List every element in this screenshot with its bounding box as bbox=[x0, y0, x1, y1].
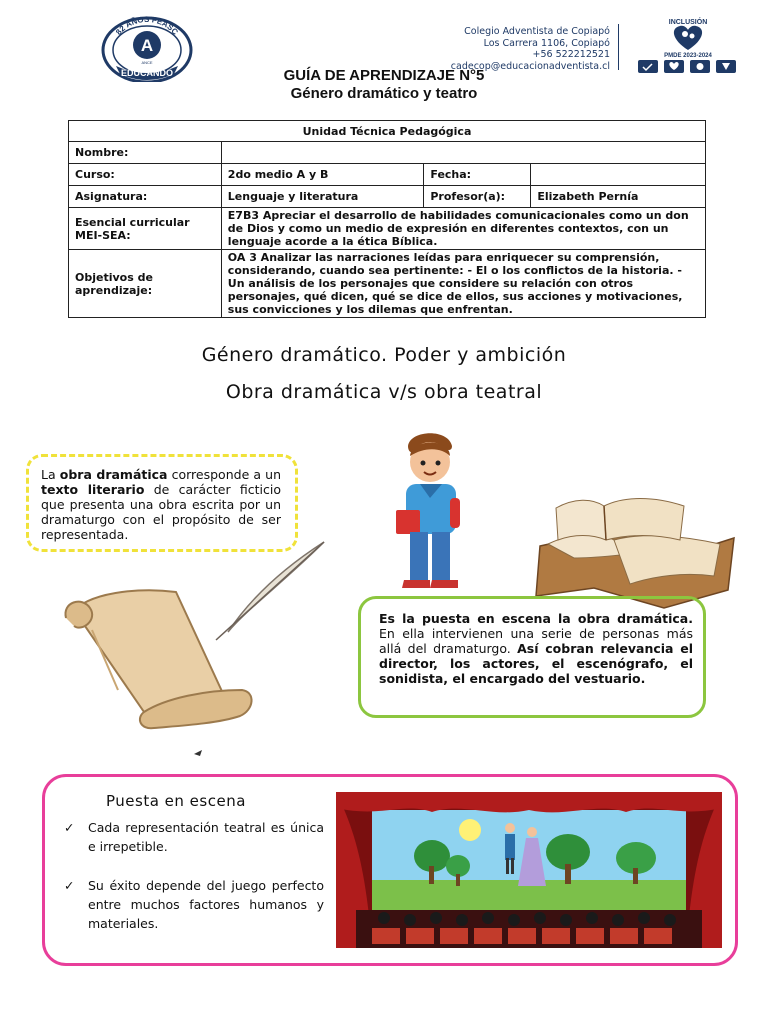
theatrical-bold-text: Así cobran relevancia el director, los actores, el escenógrafo, el sonidista, el encargado del vestuario. bbox=[379, 641, 693, 686]
scroll-quill-illustration bbox=[56, 540, 326, 760]
list-item bbox=[64, 876, 324, 933]
logo-bottom-text: EDUCANDO bbox=[120, 68, 174, 78]
logo-top-text: 82 AÑOS FEASC bbox=[114, 14, 180, 37]
curso-label: Curso: bbox=[69, 164, 222, 186]
asignatura-label: Asignatura: bbox=[69, 186, 222, 208]
nombre-label: Nombre: bbox=[69, 142, 222, 164]
check-icon: ✓ bbox=[64, 878, 75, 893]
fecha-label: Fecha: bbox=[424, 164, 531, 186]
guide-subtitle: Género dramático y teatro bbox=[290, 85, 478, 102]
section-subheading: Obra dramática v/s obra teatral bbox=[225, 381, 543, 403]
esencial-value: E7B3 Apreciar el desarrollo de habilidades comunicacionales como un don de Dios y como un medio de expresión en diferentes contextos, con un lenguaje acorde a la ética Bíblica. bbox=[221, 208, 705, 250]
fecha-field[interactable] bbox=[531, 164, 706, 186]
theatrical-text: En ella intervienen una serie de personas más allá del dramaturgo. bbox=[379, 626, 693, 656]
curso-value: 2do medio A y B bbox=[221, 164, 424, 186]
table-row bbox=[69, 164, 706, 186]
inclusion-logo-bottom-text: PMDE 2023-2024 bbox=[664, 53, 712, 59]
student-boy-illustration bbox=[386, 428, 476, 590]
bullet-text: Su éxito depende del juego perfecto entre muchos factores humanos y materiales. bbox=[88, 878, 324, 931]
list-item bbox=[64, 818, 324, 856]
profesor-value: Elizabeth Pernía bbox=[531, 186, 706, 208]
nombre-field[interactable] bbox=[221, 142, 705, 164]
school-phone: +56 522212521 bbox=[532, 49, 610, 60]
theatrical-bold-text: Es la puesta en escena la obra dramática. bbox=[379, 611, 693, 626]
objetivos-label: Objetivos de aprendizaje: bbox=[69, 250, 222, 318]
asignatura-value: Lenguaje y literatura bbox=[221, 186, 424, 208]
school-contact-block bbox=[420, 26, 610, 72]
definition-bold-term: texto literario bbox=[41, 482, 145, 497]
theater-stage-illustration bbox=[336, 792, 722, 948]
logo-small-text: ANCE bbox=[141, 60, 153, 65]
definition-text: de carácter ficticio que presenta una obra escrita por un dramaturgo con el propósito de ser representada. bbox=[41, 482, 281, 542]
table-row bbox=[69, 186, 706, 208]
profesor-label: Profesor(a): bbox=[424, 186, 531, 208]
header-divider bbox=[618, 24, 619, 70]
bullet-text: Cada representación teatral es única e irrepetible. bbox=[88, 820, 324, 854]
definition-text: corresponde a un bbox=[167, 467, 281, 482]
school-address: Los Carrera 1106, Copiapó bbox=[483, 37, 610, 49]
info-table bbox=[68, 120, 706, 318]
staging-title: Puesta en escena bbox=[106, 792, 246, 810]
school-email: cadecop@educacionadventista.cl bbox=[450, 60, 610, 72]
definition-text: La bbox=[41, 467, 60, 482]
logo-letter: A bbox=[140, 36, 154, 55]
table-row bbox=[69, 142, 706, 164]
definition-bold-term: obra dramática bbox=[59, 467, 168, 482]
check-icon: ✓ bbox=[64, 820, 75, 835]
theatrical-work-definition bbox=[358, 596, 706, 718]
table-row bbox=[69, 250, 706, 318]
school-name: Colegio Adventista de Copiapó bbox=[464, 26, 610, 37]
dramatic-work-definition bbox=[26, 454, 298, 552]
guide-title: GUÍA DE APRENDIZAJE N°5 bbox=[283, 67, 485, 84]
table-heading: Unidad Técnica Pedagógica bbox=[69, 121, 706, 142]
section-heading: Género dramático. Poder y ambición bbox=[201, 344, 567, 366]
table-row bbox=[69, 208, 706, 250]
table-row bbox=[69, 121, 706, 142]
objetivos-value: OA 3 Analizar las narraciones leídas para enriquecer su comprensión, considerando, cuando sea pertinente: - El o los conflictos de la historia. - Un análisis de los personajes que considere su relación con otros personajes, qué dicen, qué se dice de ellos, sus acciones y motivaciones, sus convicciones y los dilemas que enfrentan. bbox=[221, 250, 705, 318]
inclusion-logo-top-text: INCLUSIÓN bbox=[668, 19, 708, 26]
open-books-illustration bbox=[534, 492, 736, 610]
esencial-label: Esencial curricular MEI-SEA: bbox=[69, 208, 222, 250]
